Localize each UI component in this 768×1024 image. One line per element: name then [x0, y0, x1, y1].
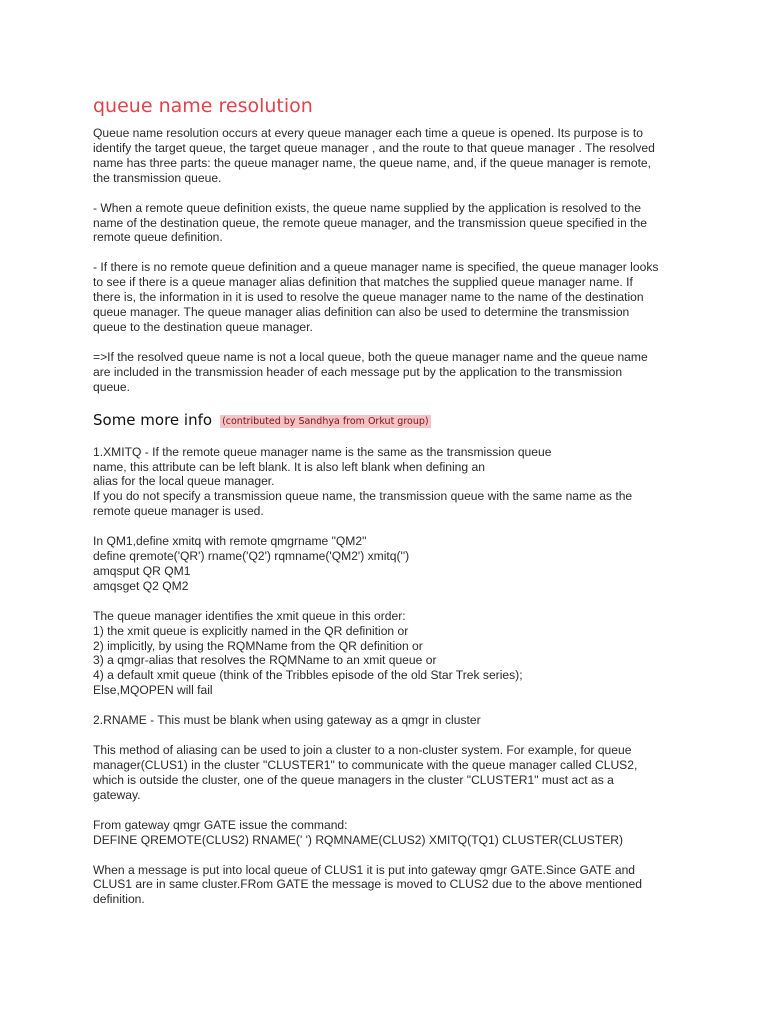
text-line: name has three parts: the queue manager name, the queue name, and, if the queue manager is remote,	[93, 155, 652, 170]
text-line: to see if there is a queue manager alias definition that matches the supplied queue manager name. If	[93, 275, 633, 290]
paragraph	[93, 201, 688, 246]
text-line: If you do not specify a transmission queue name, the transmission queue with the same name as the	[93, 489, 633, 504]
text-line: 3) a qmgr-alias that resolves the RQMName to an xmit queue or	[93, 653, 437, 668]
section-heading-text: Some more info	[93, 410, 213, 429]
text-line: In QM1,define xmitq with remote qmgrname "QM2"	[93, 534, 367, 549]
text-line: which is outside the cluster, one of the queue managers in the cluster "CLUSTER1" must act as a	[93, 772, 614, 787]
paragraph	[93, 126, 688, 186]
paragraph	[93, 260, 688, 335]
intro-section	[93, 126, 688, 395]
text-line: =>If the resolved queue name is not a local queue, both the queue manager name and the queue name	[93, 349, 648, 364]
paragraph	[93, 609, 688, 698]
text-line: the transmission queue.	[93, 170, 222, 185]
paragraph	[93, 350, 688, 395]
text-line: gateway.	[93, 787, 141, 802]
credit-note: (contributed by Sandhya from Orkut group)	[222, 415, 429, 427]
text-line: - If there is no remote queue definition and a queue manager name is specified, the queue manager looks	[93, 260, 659, 275]
paragraph	[93, 534, 688, 594]
text-line: amqsput QR QM1	[93, 563, 191, 578]
text-line: name of the destination queue, the remote queue manager, and the transmission queue specified in the	[93, 215, 647, 230]
text-line: 4) a default xmit queue (think of the Tribbles episode of the old Star Trek series);	[93, 668, 523, 683]
text-line: remote queue manager is used.	[93, 504, 264, 519]
text-line: 2.RNAME - This must be blank when using gateway as a qmgr in cluster	[93, 713, 481, 728]
section-heading	[93, 410, 688, 432]
text-line: DEFINE QREMOTE(CLUS2) RNAME(' ') RQMNAME(CLUS2) XMITQ(TQ1) CLUSTER(CLUSTER)	[93, 832, 624, 847]
text-line: queue manager. The queue manager alias definition can also be used to determine the transmission	[93, 305, 630, 320]
text-line: there is, the information in it is used to resolve the queue manager name to the name of the destination	[93, 290, 644, 305]
text-line: From gateway qmgr GATE issue the command:	[93, 817, 348, 832]
text-line: 2) implicitly, by using the RQMName from the QR definition or	[93, 638, 423, 653]
paragraph	[93, 743, 688, 803]
text-line: manager(CLUS1) in the cluster "CLUSTER1" to communicate with the queue manager called CLUS2,	[93, 758, 638, 772]
text-line: remote queue definition.	[93, 230, 223, 245]
text-line: When a message is put into local queue of CLUS1 it is put into gateway qmgr GATE.Since GATE and	[93, 862, 636, 877]
text-line: Else,MQOPEN will fail	[93, 683, 213, 698]
text-line: This method of aliasing can be used to join a cluster to a non-cluster system. For example, for queue	[93, 743, 632, 758]
text-line: identify the target queue, the target queue manager , and the route to that queue manager . The resolved	[93, 140, 655, 155]
text-line: queue to the destination queue manager.	[93, 319, 313, 334]
text-line: The queue manager identifies the xmit queue in this order:	[93, 608, 406, 623]
text-line: 1.XMITQ - If the remote queue manager name is the same as the transmission queue	[93, 444, 552, 459]
paragraph	[93, 818, 688, 848]
text-line: name, this attribute can be left blank. It is also left blank when defining an	[93, 459, 485, 474]
more-info-section	[93, 445, 688, 908]
paragraph	[93, 863, 688, 908]
text-line: definition.	[93, 892, 145, 907]
text-line: - When a remote queue definition exists, the queue name supplied by the application is resolved to the	[93, 200, 641, 215]
text-line: Queue name resolution occurs at every queue manager each time a queue is opened. Its purpose is to	[93, 126, 643, 140]
paragraph	[93, 445, 688, 520]
text-line: queue.	[93, 379, 130, 394]
paragraph	[93, 713, 688, 728]
text-line: 1) the xmit queue is explicitly named in the QR definition or	[93, 623, 409, 638]
text-line: CLUS1 are in same cluster.FRom GATE the message is moved to CLUS2 due to the above mentioned	[93, 877, 642, 892]
document-body	[93, 126, 688, 922]
text-line: are included in the transmission header of each message put by the application to the transmission	[93, 364, 623, 379]
text-line: amqsget Q2 QM2	[93, 578, 189, 593]
text-line: alias for the local queue manager.	[93, 474, 275, 489]
page-title: queue name resolution	[93, 95, 313, 117]
text-line: define qremote('QR') rname('Q2') rqmname('QM2') xmitq('')	[93, 549, 410, 564]
